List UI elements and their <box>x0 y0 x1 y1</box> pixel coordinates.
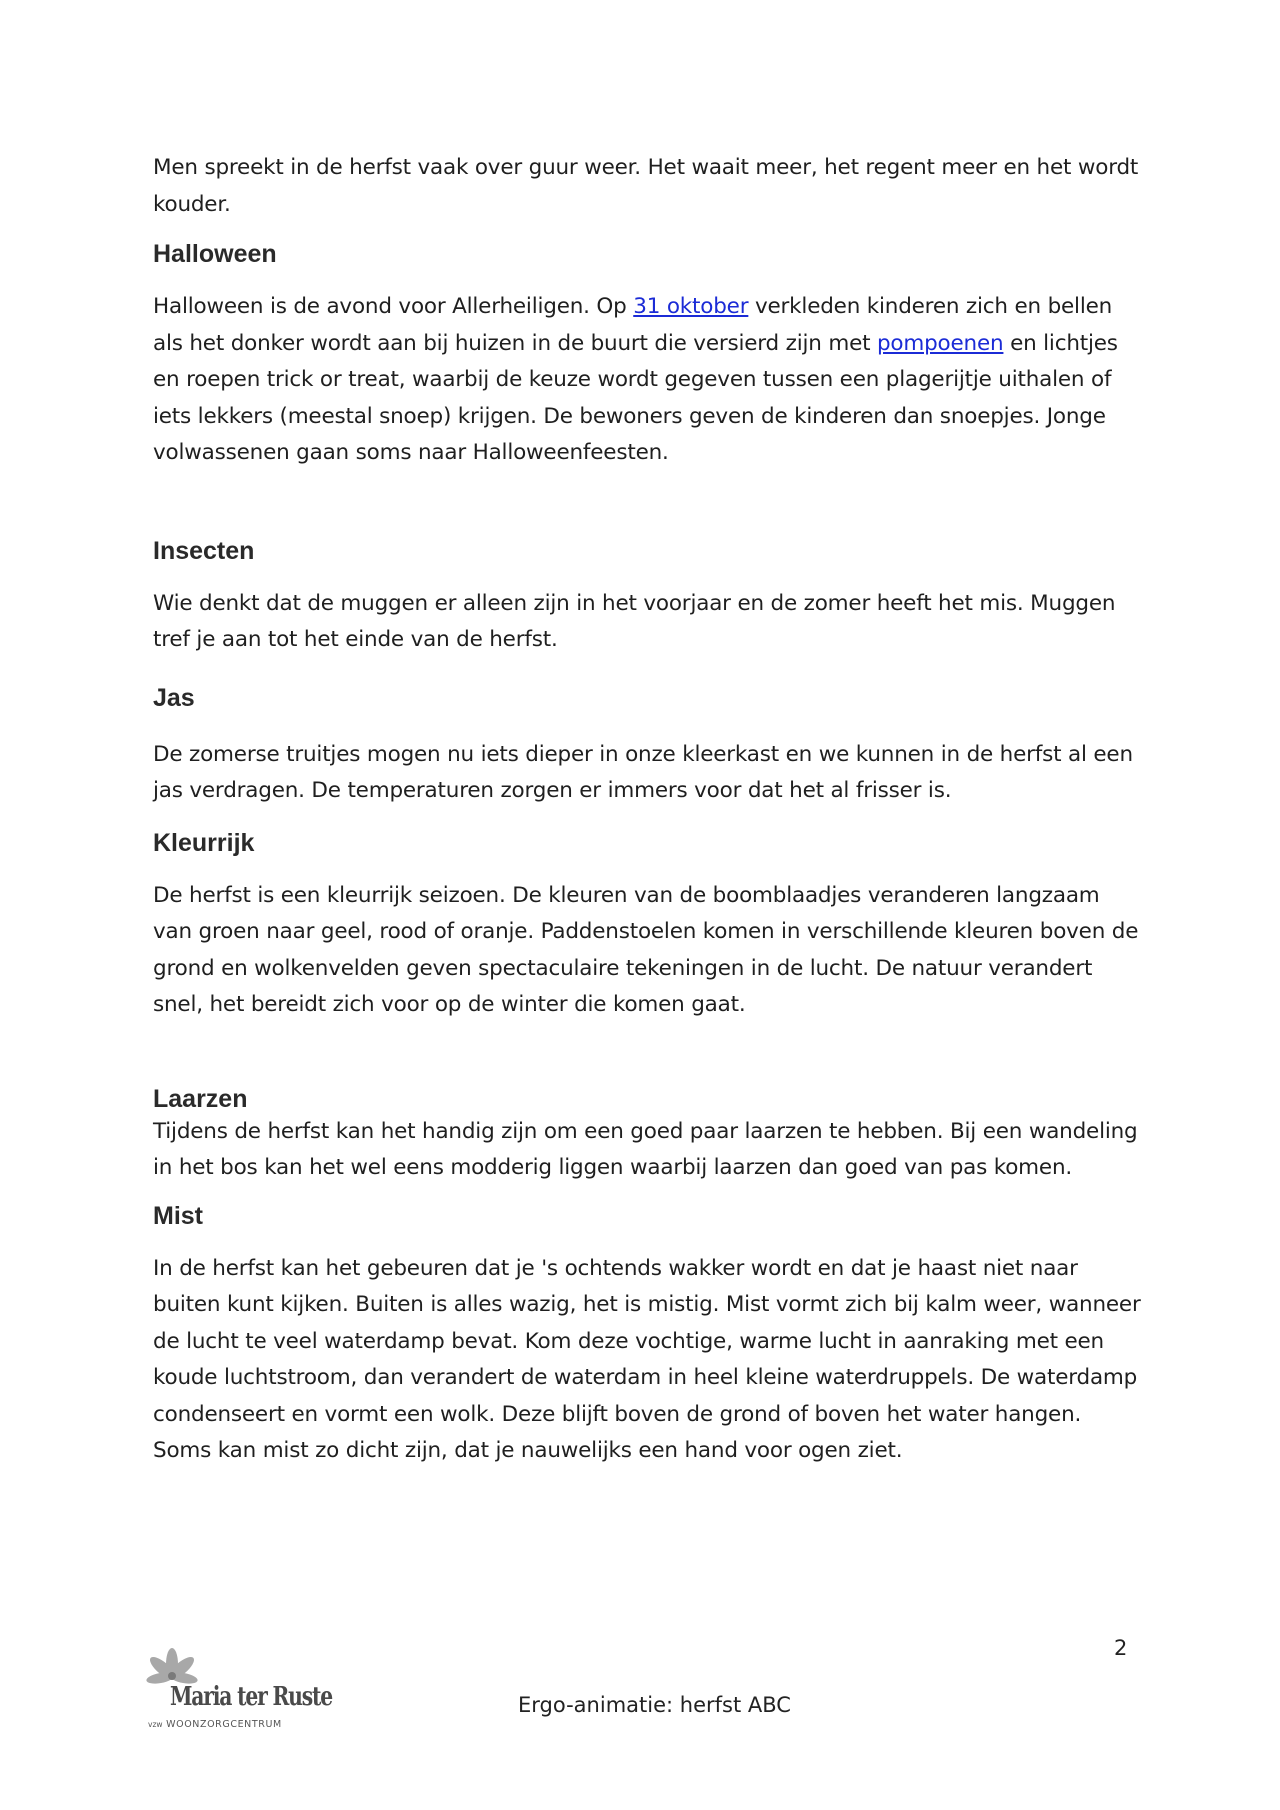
mist-paragraph: In de herfst kan het gebeuren dat je 's ochtends wakker wordt en dat je haast niet naar buiten kunt kijken. Buiten is alles wazig, het is mistig. Mist vormt zich bij kalm weer, wanneer de lucht te veel waterdamp bevat. Kom deze vochtige, warme lucht in aanraking met een koude luchtstroom, dan verandert de waterdam in heel kleine waterdruppels. De waterdamp condenseert en vormt een wolk. Deze blijft boven de grond of boven het water hangen. Soms kan mist zo dicht zijn, dat je nauwelijks een hand voor ogen ziet. <box>153 1255 1141 1463</box>
kleurrijk-paragraph: De herfst is een kleurrijk seizoen. De kleuren van de boomblaadjes veranderen langzaam van groen naar geel, rood of oranje. Paddenstoelen komen in verschillende kleuren boven de grond en wolkenvelden geven spectaculaire tekeningen in de lucht. De natuur verandert snel, het bereidt zich voor op de winter die komen gaat. <box>153 882 1139 1017</box>
page-content <box>153 150 1143 1470</box>
heading-mist: Mist <box>153 1201 203 1230</box>
heading-insecten: Insecten <box>153 536 255 565</box>
heading-halloween: Halloween <box>153 240 277 268</box>
logo-subtitle <box>148 1719 282 1730</box>
link-31-oktober[interactable]: 31 oktober <box>633 294 749 319</box>
halloween-text-1: Halloween is de avond voor Allerheiligen. Op <box>153 294 634 319</box>
halloween-text-3: en lichtjes en roepen trick or treat, waarbij de keuze wordt gegeven tussen een plagerijtje uithalen of iets lekkers (meestal snoep) krijgen. De bewoners geven de kinderen dan snoepjes. Jonge volwassenen gaan soms naar Halloweenfeesten. <box>153 330 1118 465</box>
halloween-text-2: verkleden kinderen zich en bellen als het donker wordt aan bij huizen in de buurt die versierd zijn met <box>153 294 1113 356</box>
link-pompoenen[interactable]: pompoenen <box>876 330 1004 356</box>
laarzen-paragraph: Tijdens de herfst kan het handig zijn om een goed paar laarzen te hebben. Bij een wandeling in het bos kan het wel eens modderig liggen waarbij laarzen dan goed van pas komen. <box>153 1118 1138 1180</box>
intro-paragraph: Men spreekt in de herfst vaak over guur weer. Het waait meer, het regent meer en het wordt kouder. <box>153 155 1139 217</box>
page-number: 2 <box>1114 1636 1128 1660</box>
logo-name: Maria ter Ruste <box>170 1682 332 1712</box>
logo-woonzorgcentrum: WOONZORGCENTRUM <box>166 1719 282 1730</box>
jas-paragraph: De zomerse truitjes mogen nu iets dieper in onze kleerkast en we kunnen in de herfst al een jas verdragen. De temperaturen zorgen er immers voor dat het al frisser is. <box>153 741 1133 803</box>
heading-jas: Jas <box>153 683 195 712</box>
organization-logo <box>130 1646 330 1736</box>
halloween-paragraph <box>153 289 1143 472</box>
heading-kleurrijk: Kleurrijk <box>153 828 255 857</box>
footer-title: Ergo-animatie: herfst ABC <box>518 1693 791 1717</box>
insecten-paragraph: Wie denkt dat de muggen er alleen zijn in het voorjaar en de zomer heeft het mis. Muggen tref je aan tot het einde van de herfst. <box>153 590 1116 652</box>
logo-vzw: vzw <box>148 1720 163 1729</box>
heading-laarzen: Laarzen <box>153 1084 248 1113</box>
